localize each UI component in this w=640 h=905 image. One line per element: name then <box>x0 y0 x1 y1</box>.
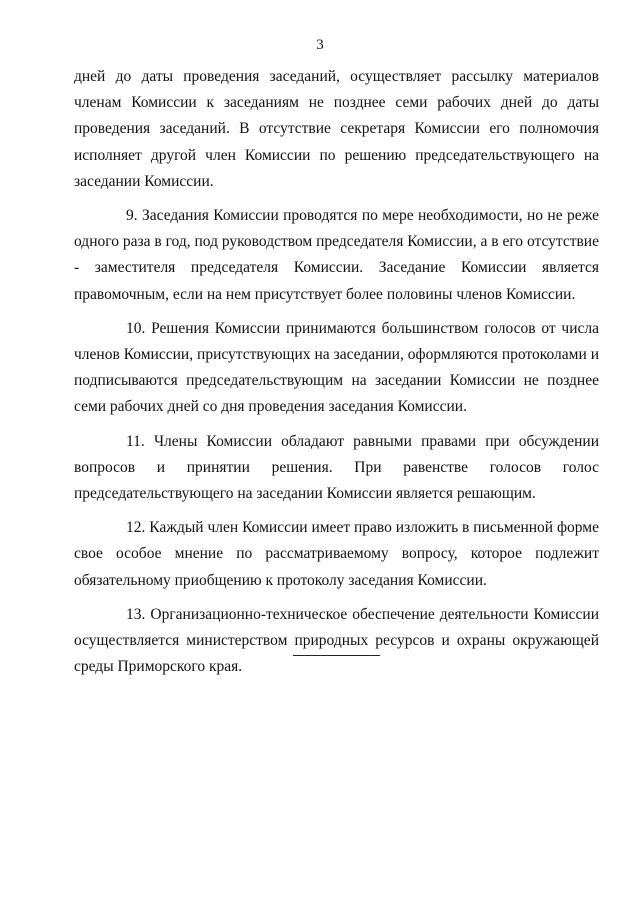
page-number: 3 <box>316 37 324 53</box>
document-body <box>74 64 599 688</box>
paragraph-item-9: 9. Заседания Комиссии проводятся по мере необходимости, но не реже одного раза в год, под руководством председателя Комиссии, а в его отсутствие - заместителя председателя Комиссии. Заседание Комиссии является правомочным, если на нем присутствует более половины членов Комиссии. <box>74 207 599 303</box>
paragraph-item-13: 13. Организационно-техническое обеспечение деятельности Комиссии осуществляется министерством природных ресурсов и охраны окружающей среды Приморского края. <box>74 605 599 676</box>
end-divider-line <box>293 655 380 656</box>
paragraph-item-12: 12. Каждый член Комиссии имеет право изложить в письменной форме свое особое мнение по рассматриваемому вопросу, которое подлежит обязательному приобщению к протоколу заседания Комиссии. <box>74 519 599 589</box>
paragraph-continuation: дней до даты проведения заседаний, осуществляет рассылку материалов членам Комиссии к заседаниям не позднее семи рабочих дней до даты проведения заседаний. В отсутствие секретаря Комиссии его полномочия исполняет другой член Комиссии по решению председательствующего на заседании Комиссии. <box>74 68 599 190</box>
paragraph-item-11: 11. Члены Комиссии обладают равными правами при обсуждении вопросов и принятии решения. При равенстве голосов голос председательствующего на заседании Комиссии является решающим. <box>74 432 599 503</box>
paragraph-item-10: 10. Решения Комиссии принимаются большинством голосов от числа членов Комиссии, присутствующих на заседании, оформляются протоколами и подписываются председательствующим на заседании Комиссии не позднее семи рабочих дней со дня проведения заседания Комиссии. <box>74 319 599 416</box>
